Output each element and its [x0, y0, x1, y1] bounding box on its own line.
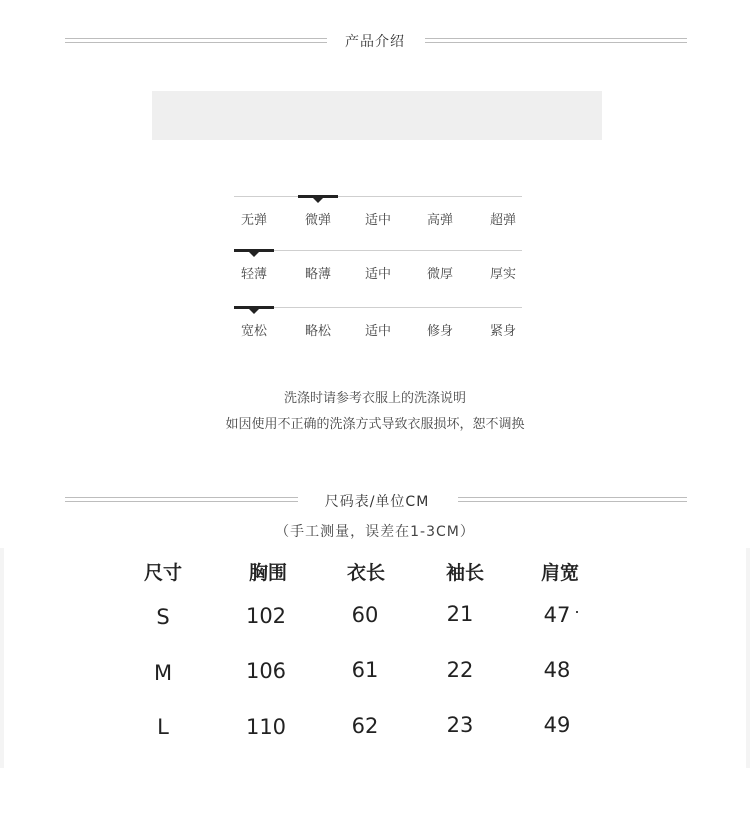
sleeve-header: 袖长	[445, 562, 484, 584]
table-cell: 22	[446, 658, 474, 682]
elasticity-indicator	[298, 195, 338, 198]
table-cell: 21	[446, 602, 474, 626]
size-title-line-left	[65, 497, 298, 502]
thickness-option: 轻薄	[240, 267, 267, 282]
thickness-option: 微厚	[426, 267, 453, 282]
right-edge-shade	[746, 548, 750, 768]
table-cell: 106	[245, 659, 287, 683]
chest-header: 胸围	[248, 562, 287, 584]
thickness-option: 略薄	[304, 267, 331, 282]
thickness-scale-line	[234, 250, 522, 251]
table-cell: 48	[543, 658, 571, 682]
size-chart-title: 尺码表/单位CM	[324, 494, 430, 510]
washing-note-2: 如因使用不正确的洗涤方式导致衣服损坏，恕不调换	[225, 417, 525, 432]
thickness-indicator	[234, 249, 274, 252]
washing-note-1: 洗涤时请参考衣服上的洗涤说明	[283, 391, 466, 406]
table-cell: 49	[543, 713, 571, 737]
elasticity-option: 高弹	[426, 213, 453, 228]
elasticity-option: 适中	[364, 213, 391, 228]
fit-option: 紧身	[489, 324, 516, 339]
thickness-option: 适中	[364, 267, 391, 282]
table-cell: S	[156, 605, 170, 629]
size-title-line-right	[458, 497, 687, 502]
size-chart-subtitle: （手工测量，误差在1-3CM）	[275, 524, 475, 540]
table-cell: 23	[446, 713, 474, 737]
size-header: 尺寸	[143, 562, 182, 584]
intro-title: 产品介绍	[345, 34, 405, 50]
length-header: 衣长	[346, 562, 385, 584]
fit-option: 适中	[364, 324, 391, 339]
intro-title-line-left	[65, 38, 327, 43]
fit-option: 修身	[426, 324, 453, 339]
elasticity-option: 无弹	[240, 213, 267, 228]
elasticity-scale-line	[234, 196, 522, 197]
elasticity-option: 微弹	[304, 213, 331, 228]
fit-indicator	[234, 306, 274, 309]
shoulder-header: 肩宽	[540, 562, 579, 584]
table-cell: 102	[245, 604, 287, 628]
table-cell: 47	[543, 603, 571, 627]
table-cell: 61	[351, 658, 379, 682]
elasticity-option: 超弹	[489, 213, 516, 228]
fit-option: 宽松	[240, 324, 267, 339]
table-cell: M	[153, 661, 173, 685]
left-edge-shade	[0, 548, 4, 768]
image-placeholder	[152, 91, 602, 140]
table-cell: L	[157, 715, 169, 739]
thickness-option: 厚实	[489, 267, 516, 282]
table-cell: 110	[245, 715, 287, 739]
intro-title-line-right	[425, 38, 687, 43]
fit-scale-line	[234, 307, 522, 308]
table-cell: 60	[351, 603, 379, 627]
stray-mark	[576, 611, 578, 613]
table-cell: 62	[351, 714, 379, 738]
fit-option: 略松	[304, 324, 331, 339]
